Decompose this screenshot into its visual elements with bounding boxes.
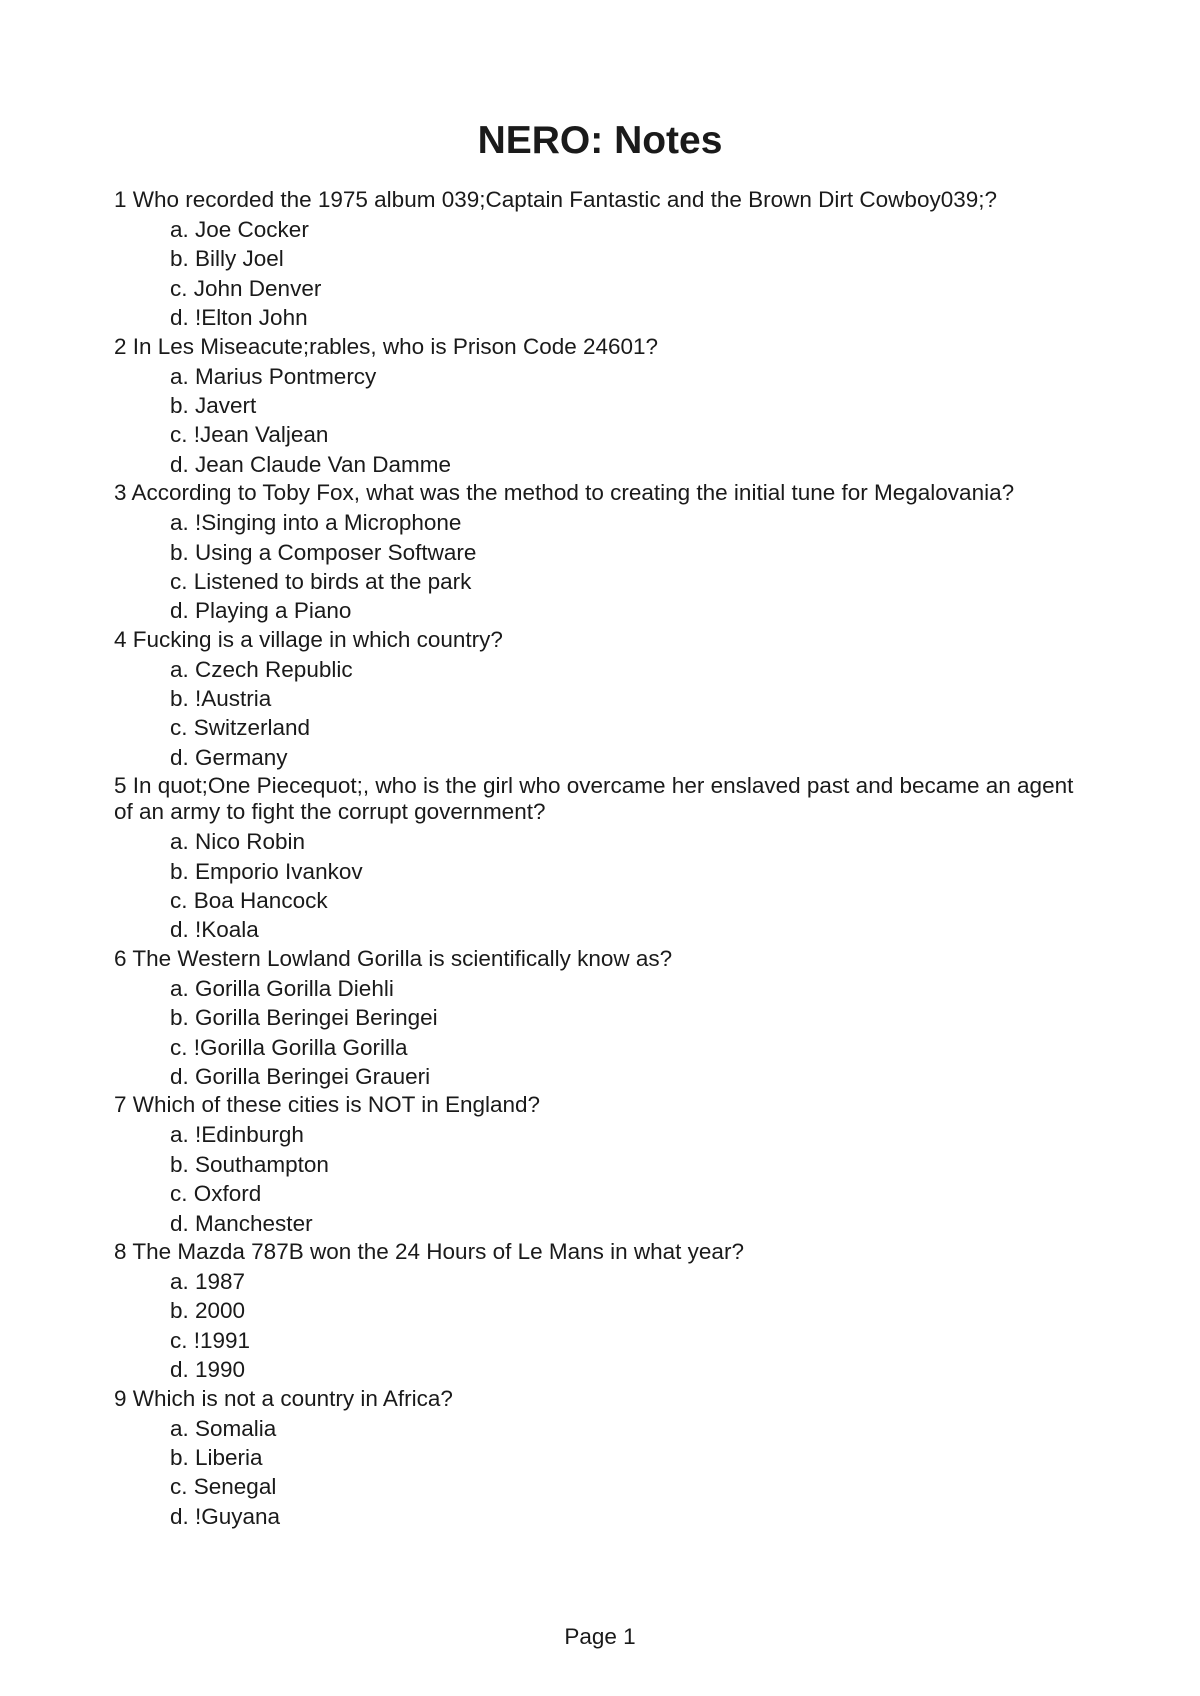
question-text: 6 The Western Lowland Gorilla is scientifically know as? <box>114 945 673 971</box>
answer-option: d. 1990 <box>170 1357 246 1383</box>
question-block <box>114 186 1094 333</box>
answer-option: a. Marius Pontmercy <box>170 363 377 389</box>
answer-option: c. Boa Hancock <box>170 888 328 914</box>
answer-option: a. Joe Cocker <box>170 217 309 242</box>
question-list <box>114 186 1094 1531</box>
answer-option: d. Manchester <box>170 1210 313 1236</box>
answer-option: d. Germany <box>170 744 288 770</box>
answer-option: a. 1987 <box>170 1268 246 1294</box>
question-block <box>114 772 1094 945</box>
answer-option: c. John Denver <box>170 275 322 301</box>
question-text: 3 According to Toby Fox, what was the method to creating the initial tune for Megalovania? <box>114 480 1015 506</box>
option-list <box>114 1414 1094 1532</box>
answer-option: a. Nico Robin <box>170 829 306 855</box>
question-text: 1 Who recorded the 1975 album 039;Captain Fantastic and the Brown Dirt Cowboy039;? <box>114 187 998 212</box>
answer-option: b. Gorilla Beringei Beringei <box>170 1005 438 1031</box>
question-block <box>114 1385 1094 1532</box>
answer-option: a. Gorilla Gorilla Diehli <box>170 975 394 1001</box>
option-list <box>114 362 1094 480</box>
question-block <box>114 945 1094 1092</box>
answer-option: b. Javert <box>170 392 257 418</box>
option-list <box>114 1267 1094 1385</box>
answer-option: d. !Guyana <box>170 1503 281 1529</box>
question-block <box>114 626 1094 773</box>
answer-option: d. Playing a Piano <box>170 598 352 624</box>
question-text: 5 In quot;One Piecequot;, who is the girl who overcame her enslaved past and became an agent of an army to fight the corrupt government? <box>114 773 1074 825</box>
question-text: 2 In Les Miseacute;rables, who is Prison Code 24601? <box>114 333 659 359</box>
answer-option: d. Gorilla Beringei Graueri <box>170 1063 431 1089</box>
question-block <box>114 479 1094 626</box>
option-list <box>114 1120 1094 1238</box>
question-text: 8 The Mazda 787B won the 24 Hours of Le Mans in what year? <box>114 1238 744 1264</box>
answer-option: c. !Jean Valjean <box>170 422 329 448</box>
option-list <box>114 655 1094 773</box>
answer-option: b. Liberia <box>170 1444 263 1470</box>
answer-option: c. !Gorilla Gorilla Gorilla <box>170 1034 408 1060</box>
question-text: 7 Which of these cities is NOT in England? <box>114 1092 541 1118</box>
answer-option: c. Oxford <box>170 1181 262 1207</box>
answer-option: c. Switzerland <box>170 715 311 741</box>
answer-option: a. !Edinburgh <box>170 1122 304 1148</box>
answer-option: d. !Elton John <box>170 305 308 331</box>
answer-option: b. Billy Joel <box>170 246 284 272</box>
answer-option: c. Listened to birds at the park <box>170 568 472 594</box>
answer-option: d. Jean Claude Van Damme <box>170 451 451 477</box>
answer-option: b. 2000 <box>170 1298 246 1324</box>
option-list <box>114 215 1094 333</box>
question-block <box>114 1091 1094 1238</box>
question-block <box>114 1238 1094 1385</box>
answer-option: c. Senegal <box>170 1474 277 1500</box>
answer-option: a. Somalia <box>170 1415 277 1441</box>
question-text: 9 Which is not a country in Africa? <box>114 1385 453 1411</box>
page-title: NERO: Notes <box>477 119 723 162</box>
option-list <box>114 827 1094 945</box>
question-block <box>114 333 1094 480</box>
answer-option: a. !Singing into a Microphone <box>170 510 462 536</box>
answer-option: b. Emporio Ivankov <box>170 858 363 884</box>
answer-option: b. Southampton <box>170 1151 329 1177</box>
answer-option: b. Using a Composer Software <box>170 539 477 565</box>
answer-option: c. !1991 <box>170 1327 251 1353</box>
answer-option: b. !Austria <box>170 686 272 712</box>
option-list <box>114 974 1094 1092</box>
answer-option: a. Czech Republic <box>170 656 353 682</box>
page-footer: Page 1 <box>564 1624 636 1649</box>
option-list <box>114 508 1094 626</box>
answer-option: d. !Koala <box>170 917 259 943</box>
question-text: 4 Fucking is a village in which country? <box>114 626 503 652</box>
